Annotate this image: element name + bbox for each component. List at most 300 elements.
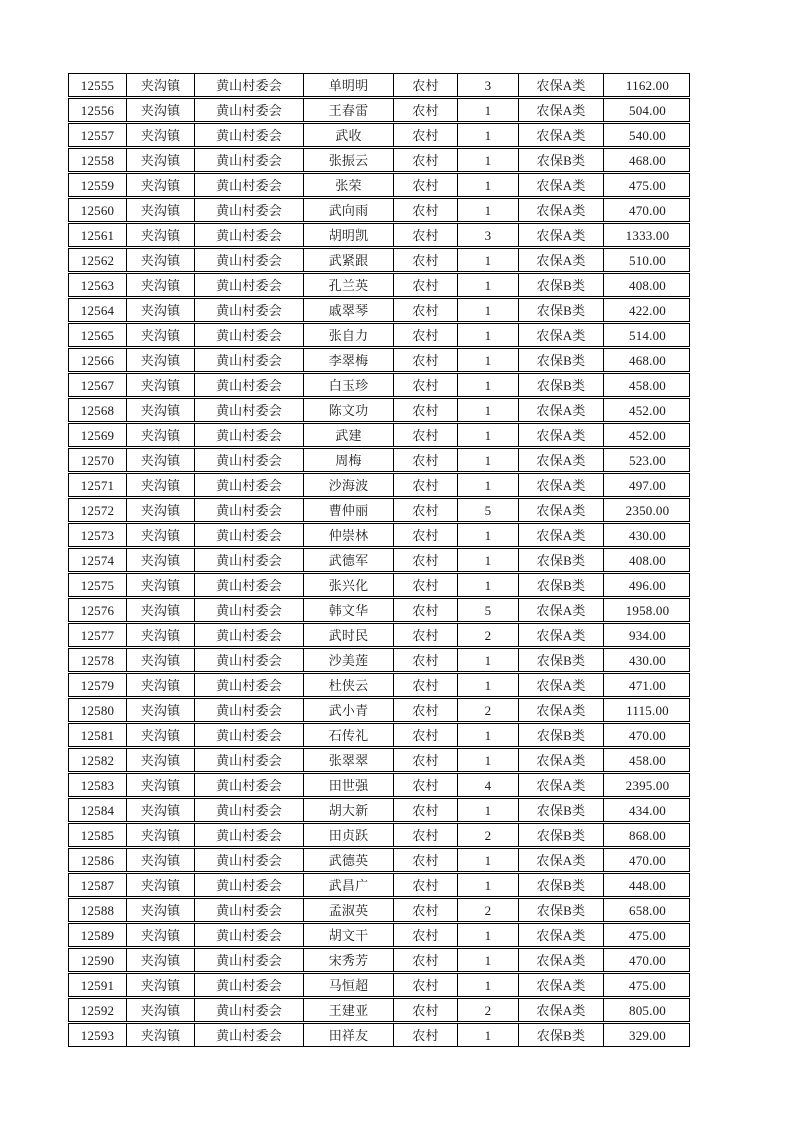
cell-record-id: 12562 xyxy=(80,252,115,268)
cell-village-committee: 黄山村委会 xyxy=(194,999,303,1021)
cell-insurance-category: 农保A类 xyxy=(518,499,603,521)
cell-amount: 2395.00 xyxy=(603,774,691,796)
cell-insurance-category: 农保B类 xyxy=(518,824,603,846)
cell-town: 夹沟镇 xyxy=(126,449,194,471)
cell-record-id: 12578 xyxy=(80,652,115,668)
cell-person-name: 石传礼 xyxy=(303,724,393,746)
cell-village-committee: 黄山村委会 xyxy=(194,749,303,771)
cell-record-id: 12584 xyxy=(80,802,115,818)
cell-village-committee: 黄山村委会 xyxy=(194,824,303,846)
cell-person-count: 2 xyxy=(457,824,518,846)
cell-amount: 470.00 xyxy=(603,849,691,871)
cell-village-committee: 黄山村委会 xyxy=(194,274,303,296)
cell-insurance-category: 农保A类 xyxy=(518,424,603,446)
cell-town: 夹沟镇 xyxy=(126,974,194,996)
cell-village-committee: 黄山村委会 xyxy=(194,249,303,271)
cell-person-name: 武紧跟 xyxy=(303,249,393,271)
cell-town: 夹沟镇 xyxy=(126,899,194,921)
cell-person-count: 1 xyxy=(457,99,518,121)
cell-amount: 1162.00 xyxy=(603,74,691,96)
cell-amount: 430.00 xyxy=(603,649,691,671)
cell-amount: 934.00 xyxy=(603,624,691,646)
cell-town: 夹沟镇 xyxy=(126,699,194,721)
cell-person-count: 3 xyxy=(457,224,518,246)
cell-insurance-category: 农保B类 xyxy=(518,1024,603,1046)
table-row xyxy=(68,373,690,397)
cell-amount: 471.00 xyxy=(603,674,691,696)
table-row xyxy=(68,623,690,647)
cell-person-name: 武德英 xyxy=(303,849,393,871)
cell-insurance-category: 农保B类 xyxy=(518,374,603,396)
cell-town: 夹沟镇 xyxy=(126,599,194,621)
cell-person-name: 陈文功 xyxy=(303,399,393,421)
cell-person-count: 1 xyxy=(457,974,518,996)
cell-residence-type: 农村 xyxy=(393,949,457,971)
cell-town: 夹沟镇 xyxy=(126,299,194,321)
table-row xyxy=(68,473,690,497)
cell-town: 夹沟镇 xyxy=(126,124,194,146)
cell-person-name: 张翠翠 xyxy=(303,749,393,771)
cell-amount: 805.00 xyxy=(603,999,691,1021)
cell-town: 夹沟镇 xyxy=(126,999,194,1021)
cell-residence-type: 农村 xyxy=(393,874,457,896)
cell-amount: 448.00 xyxy=(603,874,691,896)
cell-record-id: 12586 xyxy=(80,852,115,868)
cell-person-name: 沙海波 xyxy=(303,474,393,496)
cell-residence-type: 农村 xyxy=(393,999,457,1021)
cell-person-count: 1 xyxy=(457,474,518,496)
cell-person-count: 1 xyxy=(457,524,518,546)
cell-amount: 408.00 xyxy=(603,274,691,296)
cell-residence-type: 农村 xyxy=(393,124,457,146)
cell-record-id: 12582 xyxy=(80,752,115,768)
cell-amount: 458.00 xyxy=(603,374,691,396)
cell-person-count: 1 xyxy=(457,199,518,221)
cell-insurance-category: 农保A类 xyxy=(518,749,603,771)
cell-insurance-category: 农保A类 xyxy=(518,974,603,996)
cell-amount: 2350.00 xyxy=(603,499,691,521)
cell-amount: 470.00 xyxy=(603,199,691,221)
table-row xyxy=(68,73,690,97)
cell-town: 夹沟镇 xyxy=(126,524,194,546)
cell-record-id: 12559 xyxy=(80,177,115,193)
cell-residence-type: 农村 xyxy=(393,774,457,796)
cell-residence-type: 农村 xyxy=(393,374,457,396)
cell-town: 夹沟镇 xyxy=(126,149,194,171)
cell-village-committee: 黄山村委会 xyxy=(194,424,303,446)
cell-residence-type: 农村 xyxy=(393,549,457,571)
table-row xyxy=(68,648,690,672)
cell-village-committee: 黄山村委会 xyxy=(194,399,303,421)
cell-residence-type: 农村 xyxy=(393,524,457,546)
table-row xyxy=(68,823,690,847)
cell-insurance-category: 农保A类 xyxy=(518,249,603,271)
cell-insurance-category: 农保B类 xyxy=(518,274,603,296)
cell-village-committee: 黄山村委会 xyxy=(194,449,303,471)
cell-person-name: 韩文华 xyxy=(303,599,393,621)
cell-record-id: 12572 xyxy=(80,502,115,518)
cell-residence-type: 农村 xyxy=(393,1024,457,1046)
cell-village-committee: 黄山村委会 xyxy=(194,74,303,96)
cell-residence-type: 农村 xyxy=(393,499,457,521)
cell-person-count: 1 xyxy=(457,174,518,196)
cell-record-id: 12592 xyxy=(80,1002,115,1018)
cell-record-id: 12580 xyxy=(80,702,115,718)
cell-village-committee: 黄山村委会 xyxy=(194,174,303,196)
cell-town: 夹沟镇 xyxy=(126,924,194,946)
cell-village-committee: 黄山村委会 xyxy=(194,649,303,671)
cell-village-committee: 黄山村委会 xyxy=(194,224,303,246)
cell-town: 夹沟镇 xyxy=(126,199,194,221)
cell-amount: 497.00 xyxy=(603,474,691,496)
cell-person-name: 张振云 xyxy=(303,149,393,171)
cell-village-committee: 黄山村委会 xyxy=(194,924,303,946)
cell-insurance-category: 农保B类 xyxy=(518,299,603,321)
cell-person-count: 1 xyxy=(457,874,518,896)
cell-town: 夹沟镇 xyxy=(126,99,194,121)
cell-person-count: 5 xyxy=(457,499,518,521)
cell-village-committee: 黄山村委会 xyxy=(194,374,303,396)
cell-person-name: 武收 xyxy=(303,124,393,146)
cell-person-name: 武向雨 xyxy=(303,199,393,221)
cell-person-name: 沙美莲 xyxy=(303,649,393,671)
cell-person-name: 周梅 xyxy=(303,449,393,471)
cell-person-name: 宋秀芳 xyxy=(303,949,393,971)
cell-village-committee: 黄山村委会 xyxy=(194,874,303,896)
cell-town: 夹沟镇 xyxy=(126,724,194,746)
cell-village-committee: 黄山村委会 xyxy=(194,674,303,696)
cell-residence-type: 农村 xyxy=(393,449,457,471)
cell-person-count: 1 xyxy=(457,349,518,371)
cell-amount: 470.00 xyxy=(603,724,691,746)
cell-record-id: 12589 xyxy=(80,927,115,943)
cell-record-id: 12567 xyxy=(80,377,115,393)
cell-village-committee: 黄山村委会 xyxy=(194,949,303,971)
cell-insurance-category: 农保B类 xyxy=(518,349,603,371)
table-row xyxy=(68,323,690,347)
cell-person-count: 1 xyxy=(457,249,518,271)
cell-insurance-category: 农保B类 xyxy=(518,874,603,896)
cell-person-count: 1 xyxy=(457,449,518,471)
cell-residence-type: 农村 xyxy=(393,824,457,846)
cell-insurance-category: 农保A类 xyxy=(518,674,603,696)
cell-person-count: 1 xyxy=(457,274,518,296)
cell-person-name: 张荣 xyxy=(303,174,393,196)
table-row xyxy=(68,923,690,947)
cell-town: 夹沟镇 xyxy=(126,774,194,796)
cell-town: 夹沟镇 xyxy=(126,424,194,446)
cell-village-committee: 黄山村委会 xyxy=(194,1024,303,1046)
cell-village-committee: 黄山村委会 xyxy=(194,974,303,996)
table-row xyxy=(68,848,690,872)
cell-record-id: 12576 xyxy=(80,602,115,618)
cell-person-count: 1 xyxy=(457,149,518,171)
cell-village-committee: 黄山村委会 xyxy=(194,324,303,346)
cell-residence-type: 农村 xyxy=(393,199,457,221)
cell-residence-type: 农村 xyxy=(393,399,457,421)
table-row xyxy=(68,973,690,997)
cell-amount: 475.00 xyxy=(603,974,691,996)
cell-insurance-category: 农保A类 xyxy=(518,699,603,721)
cell-person-name: 王建亚 xyxy=(303,999,393,1021)
cell-record-id: 12564 xyxy=(80,302,115,318)
cell-town: 夹沟镇 xyxy=(126,374,194,396)
cell-residence-type: 农村 xyxy=(393,349,457,371)
table-row xyxy=(68,248,690,272)
cell-town: 夹沟镇 xyxy=(126,574,194,596)
cell-village-committee: 黄山村委会 xyxy=(194,549,303,571)
cell-residence-type: 农村 xyxy=(393,749,457,771)
cell-record-id: 12591 xyxy=(80,977,115,993)
cell-amount: 470.00 xyxy=(603,949,691,971)
cell-amount: 430.00 xyxy=(603,524,691,546)
cell-record-id: 12556 xyxy=(80,102,115,118)
cell-person-name: 武昌广 xyxy=(303,874,393,896)
cell-person-name: 孟淑英 xyxy=(303,899,393,921)
cell-residence-type: 农村 xyxy=(393,899,457,921)
cell-record-id: 12568 xyxy=(80,402,115,418)
cell-record-id: 12581 xyxy=(80,727,115,743)
cell-insurance-category: 农保B类 xyxy=(518,549,603,571)
table-row xyxy=(68,948,690,972)
cell-record-id: 12585 xyxy=(80,827,115,843)
cell-person-count: 1 xyxy=(457,749,518,771)
table-row xyxy=(68,798,690,822)
table-row xyxy=(68,148,690,172)
cell-record-id: 12571 xyxy=(80,477,115,493)
cell-person-count: 1 xyxy=(457,374,518,396)
cell-residence-type: 农村 xyxy=(393,99,457,121)
cell-person-count: 1 xyxy=(457,649,518,671)
cell-town: 夹沟镇 xyxy=(126,474,194,496)
cell-amount: 408.00 xyxy=(603,549,691,571)
cell-amount: 1958.00 xyxy=(603,599,691,621)
table-row xyxy=(68,898,690,922)
cell-town: 夹沟镇 xyxy=(126,749,194,771)
table-row xyxy=(68,398,690,422)
cell-amount: 422.00 xyxy=(603,299,691,321)
cell-town: 夹沟镇 xyxy=(126,549,194,571)
cell-village-committee: 黄山村委会 xyxy=(194,524,303,546)
cell-residence-type: 农村 xyxy=(393,474,457,496)
cell-amount: 475.00 xyxy=(603,174,691,196)
cell-residence-type: 农村 xyxy=(393,274,457,296)
cell-amount: 468.00 xyxy=(603,149,691,171)
cell-village-committee: 黄山村委会 xyxy=(194,799,303,821)
cell-record-id: 12561 xyxy=(80,227,115,243)
cell-insurance-category: 农保B类 xyxy=(518,149,603,171)
cell-village-committee: 黄山村委会 xyxy=(194,899,303,921)
cell-person-name: 胡大新 xyxy=(303,799,393,821)
cell-person-name: 武小青 xyxy=(303,699,393,721)
cell-record-id: 12566 xyxy=(80,352,115,368)
cell-amount: 475.00 xyxy=(603,924,691,946)
cell-insurance-category: 农保A类 xyxy=(518,999,603,1021)
cell-amount: 452.00 xyxy=(603,424,691,446)
cell-village-committee: 黄山村委会 xyxy=(194,149,303,171)
cell-residence-type: 农村 xyxy=(393,724,457,746)
cell-town: 夹沟镇 xyxy=(126,824,194,846)
cell-village-committee: 黄山村委会 xyxy=(194,474,303,496)
cell-person-count: 2 xyxy=(457,699,518,721)
cell-record-id: 12579 xyxy=(80,677,115,693)
cell-town: 夹沟镇 xyxy=(126,949,194,971)
table-row xyxy=(68,198,690,222)
cell-village-committee: 黄山村委会 xyxy=(194,624,303,646)
cell-person-count: 1 xyxy=(457,399,518,421)
cell-insurance-category: 农保A类 xyxy=(518,599,603,621)
table-row xyxy=(68,273,690,297)
cell-town: 夹沟镇 xyxy=(126,1024,194,1046)
table-row xyxy=(68,773,690,797)
cell-residence-type: 农村 xyxy=(393,849,457,871)
cell-residence-type: 农村 xyxy=(393,924,457,946)
cell-person-name: 李翠梅 xyxy=(303,349,393,371)
cell-insurance-category: 农保A类 xyxy=(518,399,603,421)
cell-town: 夹沟镇 xyxy=(126,399,194,421)
cell-insurance-category: 农保A类 xyxy=(518,774,603,796)
cell-residence-type: 农村 xyxy=(393,424,457,446)
cell-insurance-category: 农保B类 xyxy=(518,899,603,921)
cell-insurance-category: 农保A类 xyxy=(518,74,603,96)
cell-record-id: 12573 xyxy=(80,527,115,543)
cell-residence-type: 农村 xyxy=(393,674,457,696)
cell-town: 夹沟镇 xyxy=(126,274,194,296)
cell-town: 夹沟镇 xyxy=(126,224,194,246)
table-row xyxy=(68,598,690,622)
cell-person-count: 2 xyxy=(457,624,518,646)
cell-person-count: 1 xyxy=(457,124,518,146)
cell-residence-type: 农村 xyxy=(393,699,457,721)
cell-person-name: 田世强 xyxy=(303,774,393,796)
cell-amount: 458.00 xyxy=(603,749,691,771)
cell-person-count: 1 xyxy=(457,849,518,871)
cell-record-id: 12558 xyxy=(80,152,115,168)
cell-village-committee: 黄山村委会 xyxy=(194,699,303,721)
cell-person-count: 1 xyxy=(457,949,518,971)
cell-residence-type: 农村 xyxy=(393,149,457,171)
cell-village-committee: 黄山村委会 xyxy=(194,849,303,871)
cell-record-id: 12577 xyxy=(80,627,115,643)
cell-insurance-category: 农保B类 xyxy=(518,649,603,671)
cell-village-committee: 黄山村委会 xyxy=(194,124,303,146)
cell-person-name: 张兴化 xyxy=(303,574,393,596)
table-row xyxy=(68,98,690,122)
cell-residence-type: 农村 xyxy=(393,574,457,596)
cell-insurance-category: 农保A类 xyxy=(518,224,603,246)
cell-record-id: 12565 xyxy=(80,327,115,343)
cell-town: 夹沟镇 xyxy=(126,324,194,346)
cell-amount: 1115.00 xyxy=(603,699,691,721)
cell-person-count: 2 xyxy=(457,999,518,1021)
table-row xyxy=(68,998,690,1022)
cell-person-count: 1 xyxy=(457,574,518,596)
cell-village-committee: 黄山村委会 xyxy=(194,724,303,746)
cell-insurance-category: 农保B类 xyxy=(518,799,603,821)
table-row xyxy=(68,873,690,897)
cell-person-name: 王春雷 xyxy=(303,99,393,121)
cell-amount: 504.00 xyxy=(603,99,691,121)
cell-person-count: 1 xyxy=(457,324,518,346)
table-row xyxy=(68,348,690,372)
cell-residence-type: 农村 xyxy=(393,74,457,96)
cell-village-committee: 黄山村委会 xyxy=(194,599,303,621)
cell-person-name: 孔兰英 xyxy=(303,274,393,296)
cell-village-committee: 黄山村委会 xyxy=(194,99,303,121)
cell-person-count: 1 xyxy=(457,724,518,746)
table-row xyxy=(68,673,690,697)
cell-record-id: 12557 xyxy=(80,127,115,143)
cell-residence-type: 农村 xyxy=(393,974,457,996)
cell-person-name: 杜侠云 xyxy=(303,674,393,696)
cell-village-committee: 黄山村委会 xyxy=(194,774,303,796)
cell-village-committee: 黄山村委会 xyxy=(194,349,303,371)
cell-insurance-category: 农保A类 xyxy=(518,449,603,471)
cell-residence-type: 农村 xyxy=(393,624,457,646)
cell-insurance-category: 农保B类 xyxy=(518,574,603,596)
cell-town: 夹沟镇 xyxy=(126,249,194,271)
cell-person-name: 白玉珍 xyxy=(303,374,393,396)
cell-amount: 329.00 xyxy=(603,1024,691,1046)
cell-insurance-category: 农保A类 xyxy=(518,474,603,496)
cell-person-count: 3 xyxy=(457,74,518,96)
cell-record-id: 12575 xyxy=(80,577,115,593)
cell-amount: 658.00 xyxy=(603,899,691,921)
cell-person-name: 胡文干 xyxy=(303,924,393,946)
cell-insurance-category: 农保A类 xyxy=(518,174,603,196)
cell-insurance-category: 农保A类 xyxy=(518,924,603,946)
cell-amount: 868.00 xyxy=(603,824,691,846)
table-row xyxy=(68,223,690,247)
cell-town: 夹沟镇 xyxy=(126,499,194,521)
table-row xyxy=(68,173,690,197)
table-row xyxy=(68,698,690,722)
cell-town: 夹沟镇 xyxy=(126,849,194,871)
cell-town: 夹沟镇 xyxy=(126,674,194,696)
cell-person-name: 武时民 xyxy=(303,624,393,646)
cell-record-id: 12555 xyxy=(80,77,115,93)
cell-record-id: 12563 xyxy=(80,277,115,293)
cell-amount: 468.00 xyxy=(603,349,691,371)
cell-insurance-category: 农保A类 xyxy=(518,99,603,121)
cell-insurance-category: 农保A类 xyxy=(518,849,603,871)
cell-town: 夹沟镇 xyxy=(126,174,194,196)
cell-residence-type: 农村 xyxy=(393,249,457,271)
cell-town: 夹沟镇 xyxy=(126,349,194,371)
cell-insurance-category: 农保A类 xyxy=(518,199,603,221)
table-row xyxy=(68,748,690,772)
cell-residence-type: 农村 xyxy=(393,799,457,821)
cell-person-name: 田贞跃 xyxy=(303,824,393,846)
cell-village-committee: 黄山村委会 xyxy=(194,299,303,321)
cell-amount: 434.00 xyxy=(603,799,691,821)
cell-town: 夹沟镇 xyxy=(126,649,194,671)
cell-insurance-category: 农保B类 xyxy=(518,724,603,746)
cell-record-id: 12574 xyxy=(80,552,115,568)
cell-town: 夹沟镇 xyxy=(126,624,194,646)
cell-insurance-category: 农保A类 xyxy=(518,524,603,546)
cell-residence-type: 农村 xyxy=(393,649,457,671)
cell-person-count: 1 xyxy=(457,424,518,446)
cell-village-committee: 黄山村委会 xyxy=(194,574,303,596)
cell-person-name: 胡明凯 xyxy=(303,224,393,246)
cell-record-id: 12593 xyxy=(80,1027,115,1043)
cell-insurance-category: 农保A类 xyxy=(518,624,603,646)
cell-amount: 496.00 xyxy=(603,574,691,596)
cell-residence-type: 农村 xyxy=(393,174,457,196)
cell-amount: 540.00 xyxy=(603,124,691,146)
cell-town: 夹沟镇 xyxy=(126,799,194,821)
